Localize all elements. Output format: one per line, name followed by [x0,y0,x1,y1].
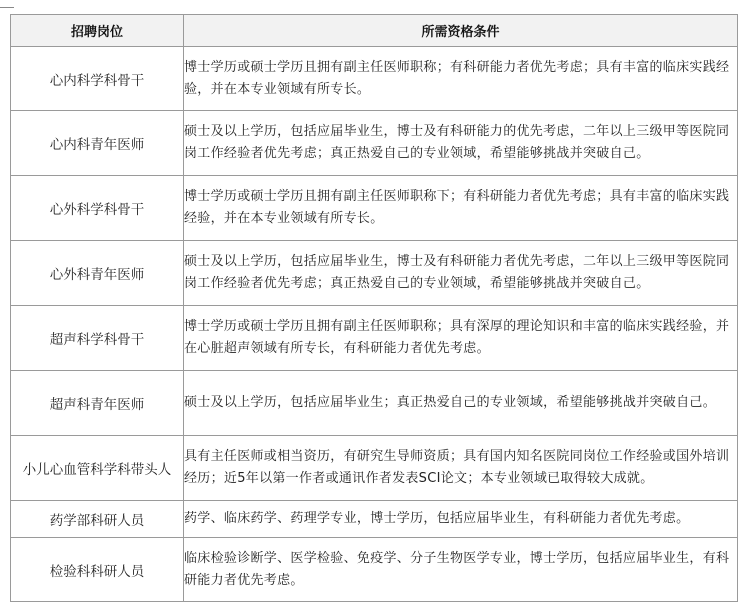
requirement-cell: 药学、临床药学、药理学专业，博士学历，包括应届毕业生，有科研能力者优先考虑。 [184,501,738,538]
table-row [11,241,738,306]
page-top-fragment [0,0,60,14]
table-row [11,111,738,176]
table-row [11,538,738,602]
table-row [11,176,738,241]
header-position: 招聘岗位 [11,15,184,47]
position-cell: 心内科青年医师 [11,111,184,176]
table-row [11,501,738,538]
position-cell: 超声科青年医师 [11,371,184,436]
position-cell: 心外科青年医师 [11,241,184,306]
table-header-row [11,15,738,47]
requirement-cell: 博士学历或硕士学历且拥有副主任医师职称下；有科研能力者优先考虑；具有丰富的临床实践经验，并在本专业领域有所专长。 [184,176,738,241]
position-cell: 超声科学科骨干 [11,306,184,371]
position-cell: 药学部科研人员 [11,501,184,538]
table-row [11,371,738,436]
requirement-cell: 博士学历或硕士学历且拥有副主任医师职称；具有深厚的理论知识和丰富的临床实践经验，并在心脏超声领域有所专长，有科研能力者优先考虑。 [184,306,738,371]
position-cell: 心外科学科骨干 [11,176,184,241]
table-row [11,306,738,371]
recruitment-table [10,14,738,602]
header-requirements: 所需资格条件 [184,15,738,47]
requirement-cell: 具有主任医师或相当资历，有研究生导师资质；具有国内知名医院同岗位工作经验或国外培训经历；近5年以第一作者或通讯作者发表SCI论文；本专业领域已取得较大成就。 [184,436,738,501]
requirement-cell: 临床检验诊断学、医学检验、免疫学、分子生物医学专业，博士学历，包括应届毕业生，有科研能力者优先考虑。 [184,538,738,602]
position-cell: 检验科科研人员 [11,538,184,602]
requirement-cell: 博士学历或硕士学历且拥有副主任医师职称；有科研能力者优先考虑；具有丰富的临床实践经验，并在本专业领域有所专长。 [184,47,738,111]
requirement-cell: 硕士及以上学历，包括应届毕业生，博士及有科研能力者优先考虑，二年以上三级甲等医院同岗工作经验者优先考虑；真正热爱自己的专业领域，希望能够挑战并突破自己。 [184,241,738,306]
requirement-cell: 硕士及以上学历，包括应届毕业生，博士及有科研能力的优先考虑，二年以上三级甲等医院同岗工作经验者优先考虑；真正热爱自己的专业领域，希望能够挑战并突破自己。 [184,111,738,176]
table-row [11,436,738,501]
requirement-cell: 硕士及以上学历，包括应届毕业生；真正热爱自己的专业领域，希望能够挑战并突破自己。 [184,371,738,436]
position-cell: 心内科学科骨干 [11,47,184,111]
position-cell: 小儿心血管科学科带头人 [11,436,184,501]
table-row [11,47,738,111]
